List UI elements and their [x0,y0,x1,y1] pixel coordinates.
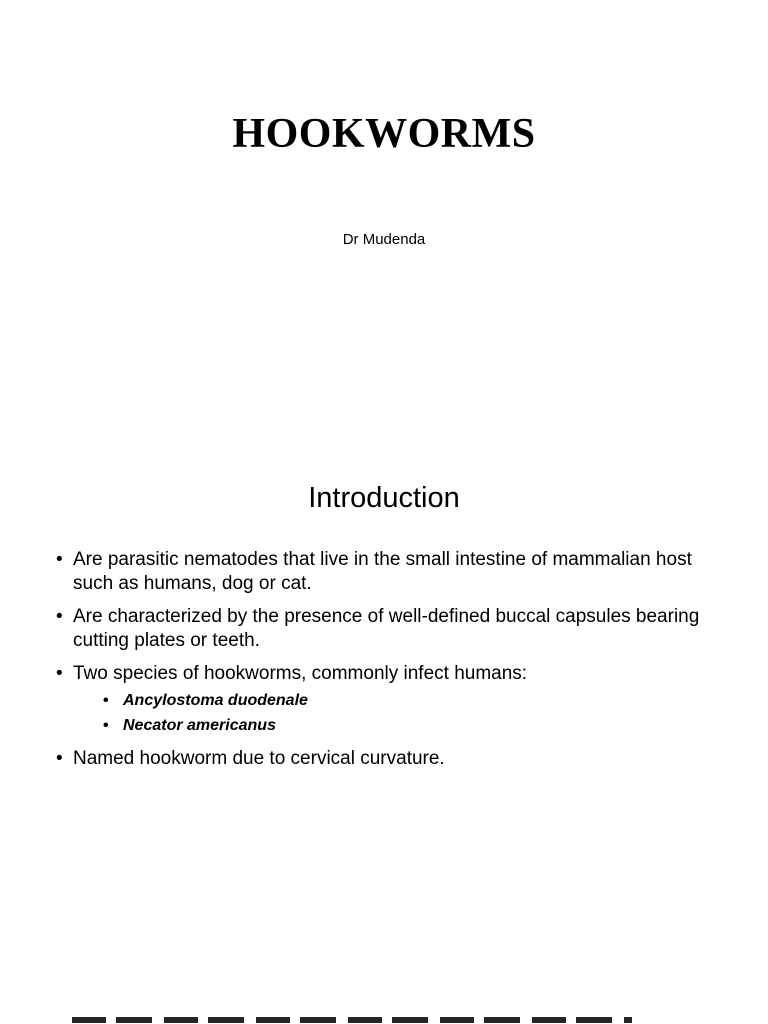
bullet-text: Are parasitic nematodes that live in the small intestine of mammalian host such as humans, dog or cat. [73,549,692,594]
bullet-icon: • [103,692,109,709]
species-name: Necator americanus [123,717,276,734]
bullet-icon: • [103,717,109,734]
bullet-item [56,605,716,653]
cutoff-text-fragment [72,1017,632,1023]
bullet-item [56,747,716,771]
next-slide-cutoff-text [56,1012,696,1024]
section-title: Introduction [308,482,460,514]
introduction-slide [0,432,768,1024]
bullet-text: Are characterized by the presence of well-defined buccal capsules bearing cutting plates or teeth. [73,606,700,651]
bullet-icon: • [56,748,63,769]
bullet-icon: • [56,549,63,570]
bullet-item [56,548,716,596]
bullet-icon: • [56,663,63,684]
title-slide [0,0,768,432]
slide-author: Dr Mudenda [342,231,426,248]
bullet-icon: • [56,606,63,627]
bullet-item [56,662,716,738]
sub-bullet-item [73,713,716,738]
sub-bullet-list [73,688,716,738]
sub-bullet-item [73,688,716,713]
species-name: Ancylostoma duodenale [123,692,308,709]
slide-title: HOOKWORMS [232,111,536,157]
bullet-list [56,548,716,780]
bullet-text: Two species of hookworms, commonly infect humans: [73,663,528,684]
bullet-text: Named hookworm due to cervical curvature. [73,748,445,769]
